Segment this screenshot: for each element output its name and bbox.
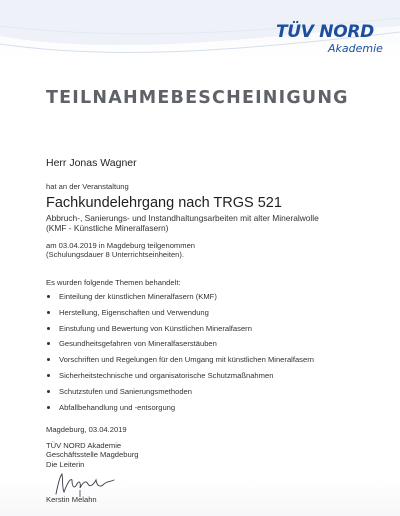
participation-line: hat an der Veranstaltung — [46, 182, 129, 191]
organization-block — [46, 441, 138, 469]
topics-list — [46, 289, 376, 415]
topic-text: Herstellung, Eigenschaften und Verwendung — [59, 307, 209, 317]
list-item — [46, 384, 376, 400]
bullet-icon — [47, 342, 50, 345]
topics-intro: Es wurden folgende Themen behandelt: — [46, 278, 181, 287]
topic-text: Gesundheitsgefahren von Mineralfaserstäuben — [59, 339, 217, 349]
tuv-nord-logo — [276, 22, 388, 60]
signature-mark — [50, 470, 120, 498]
bullet-icon — [47, 295, 50, 298]
list-item — [46, 321, 376, 337]
bullet-icon — [47, 406, 50, 409]
org-line: Die Leiterin — [46, 459, 85, 469]
topic-text: Abfallbehandlung und -entsorgung — [59, 402, 176, 412]
logo-sub-text: Akademie — [328, 42, 383, 55]
course-description — [46, 213, 319, 233]
bullet-icon — [47, 327, 50, 330]
course-desc-line: Abbruch-, Sanierungs- und Instandhaltungsarbeiten mit alter Mineralwolle — [46, 213, 319, 223]
list-item — [46, 352, 376, 368]
org-line: TÜV NORD Akademie — [46, 441, 122, 450]
date-line: am 03.04.2019 in Magdeburg teilgenommen — [46, 241, 196, 250]
course-title: Fachkundelehrgang nach TRGS 521 — [46, 195, 282, 211]
list-item — [46, 400, 376, 416]
course-desc-line: (KMF - Künstliche Mineralfasern) — [46, 223, 169, 234]
list-item — [46, 289, 376, 305]
bullet-icon — [47, 390, 50, 393]
topic-text: Sicherheitstechnische und organisatorische Schutzmaßnahmen — [59, 370, 274, 380]
topic-text: Schutzstufen und Sanierungsmethoden — [59, 386, 192, 396]
recipient-name: Herr Jonas Wagner — [46, 157, 137, 169]
bullet-icon — [47, 358, 50, 361]
duration-line: (Schulungsdauer 8 Unterrichtseinheiten). — [46, 250, 185, 260]
topic-text: Vorschriften und Regelungen für den Umgang mit künstlichen Mineralfasern — [59, 355, 314, 365]
bullet-icon — [47, 374, 50, 377]
org-line: Geschäftsstelle Magdeburg — [46, 450, 139, 460]
logo-main-text: TÜV NORD — [276, 22, 374, 42]
bullet-icon — [47, 311, 50, 314]
list-item — [46, 336, 376, 352]
document-title: TEILNAHMEBESCHEINIGUNG — [46, 88, 349, 108]
date-block — [46, 241, 195, 260]
list-item — [46, 368, 376, 384]
topic-text: Einstufung und Bewertung von Künstlichen Mineralfasern — [59, 323, 252, 333]
topic-text: Einteilung der künstlichen Mineralfasern (KMF) — [59, 292, 217, 301]
place-date: Magdeburg, 03.04.2019 — [46, 425, 127, 434]
list-item — [46, 305, 376, 321]
signer-name: Kerstin Melahn — [46, 495, 97, 504]
